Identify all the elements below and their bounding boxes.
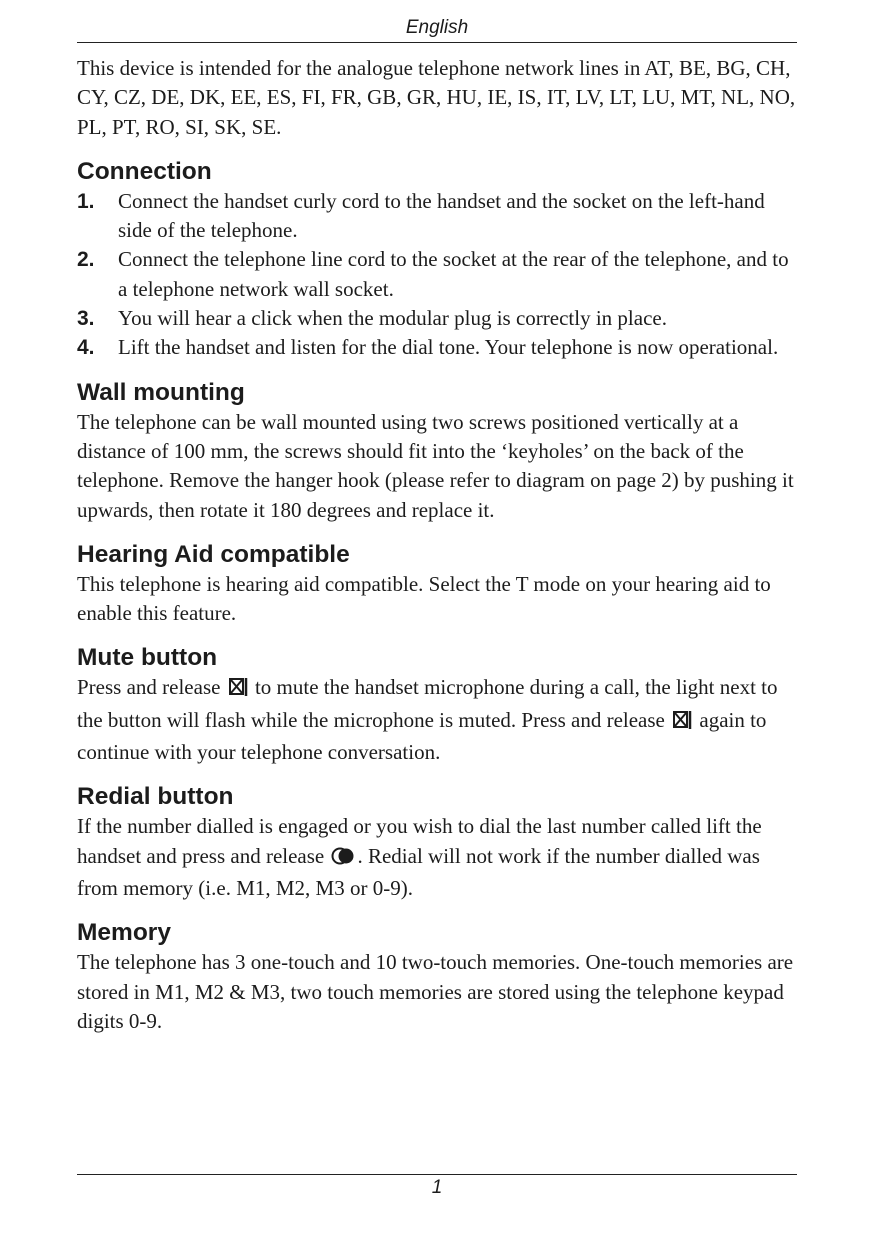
redial-text (77, 812, 797, 903)
redial-heading: Redial button (77, 783, 234, 811)
mute-text-part: again to continue with your telephone conversation. (77, 707, 767, 765)
step-number: 1. (77, 189, 95, 213)
intro-paragraph: This device is intended for the analogue telephone network lines in AT, BE, BG, CH, CY, CZ, DE, DK, EE, ES, FI, FR, GB, GR, HU, IE, IS, IT, LV, LT, LU, MT, NL, NO, PL, PT, RO, SI, SK, SE. (77, 56, 796, 139)
connection-step (77, 333, 797, 362)
mute-icon (672, 709, 692, 738)
mute-text (77, 673, 797, 767)
mute-text-part: Press and release (77, 675, 221, 700)
page-number: 1 (431, 1177, 443, 1198)
connection-steps (77, 187, 797, 363)
connection-heading: Connection (77, 157, 212, 185)
wall-mounting-heading: Wall mounting (77, 378, 245, 406)
memory-text: The telephone has 3 one-touch and 10 two-touch memories. One-touch memories are stored in M1, M2 & M3, two touch memories are stored using the telephone keypad digits 0-9. (77, 950, 794, 1033)
step-number: 2. (77, 248, 95, 272)
mute-heading: Mute button (77, 644, 218, 672)
connection-step (77, 187, 797, 246)
redial-icon (331, 845, 355, 874)
manual-page (77, 0, 797, 1241)
memory-heading: Memory (77, 919, 171, 947)
mute-icon (228, 676, 248, 705)
step-number: 4. (77, 336, 95, 360)
connection-step (77, 245, 797, 304)
hearing-aid-heading: Hearing Aid compatible (77, 540, 350, 568)
running-header: English (405, 17, 469, 38)
mute-text-part: to mute the handset microphone during a call, the light next to the button will flash while the microphone is muted. Press and release (77, 675, 778, 732)
step-text: Connect the handset curly cord to the handset and the socket on the left-hand side of the telephone. (118, 188, 765, 243)
redial-text-part: . Redial will not work if the number dialled was from memory (i.e. M1, M2, M3 or 0-9). (77, 843, 760, 900)
header-rule (77, 42, 797, 43)
step-text: Connect the telephone line cord to the socket at the rear of the telephone, and to a telephone network wall socket. (118, 247, 789, 301)
step-text: Lift the handset and listen for the dial tone. Your telephone is now operational. (118, 335, 779, 360)
connection-step (77, 304, 797, 333)
footer-rule (77, 1174, 797, 1175)
hearing-aid-text: This telephone is hearing aid compatible. Select the T mode on your hearing aid to enable this feature. (77, 571, 771, 626)
wall-mounting-text: The telephone can be wall mounted using two screws positioned vertically at a distance of 100 mm, the screws should fit into the ‘keyholes’ on the back of the telephone. Remove the hanger hook (please refer to diagram on page 2) by pushing it upwards, then rotate it 180 degrees and replace it. (77, 409, 794, 522)
redial-text-part: If the number dialled is engaged or you wish to dial the last number called lift the handset and press and release (77, 814, 762, 868)
step-text: You will hear a click when the modular plug is correctly in place. (118, 306, 667, 331)
step-number: 3. (77, 307, 95, 331)
page-body (77, 54, 797, 1036)
